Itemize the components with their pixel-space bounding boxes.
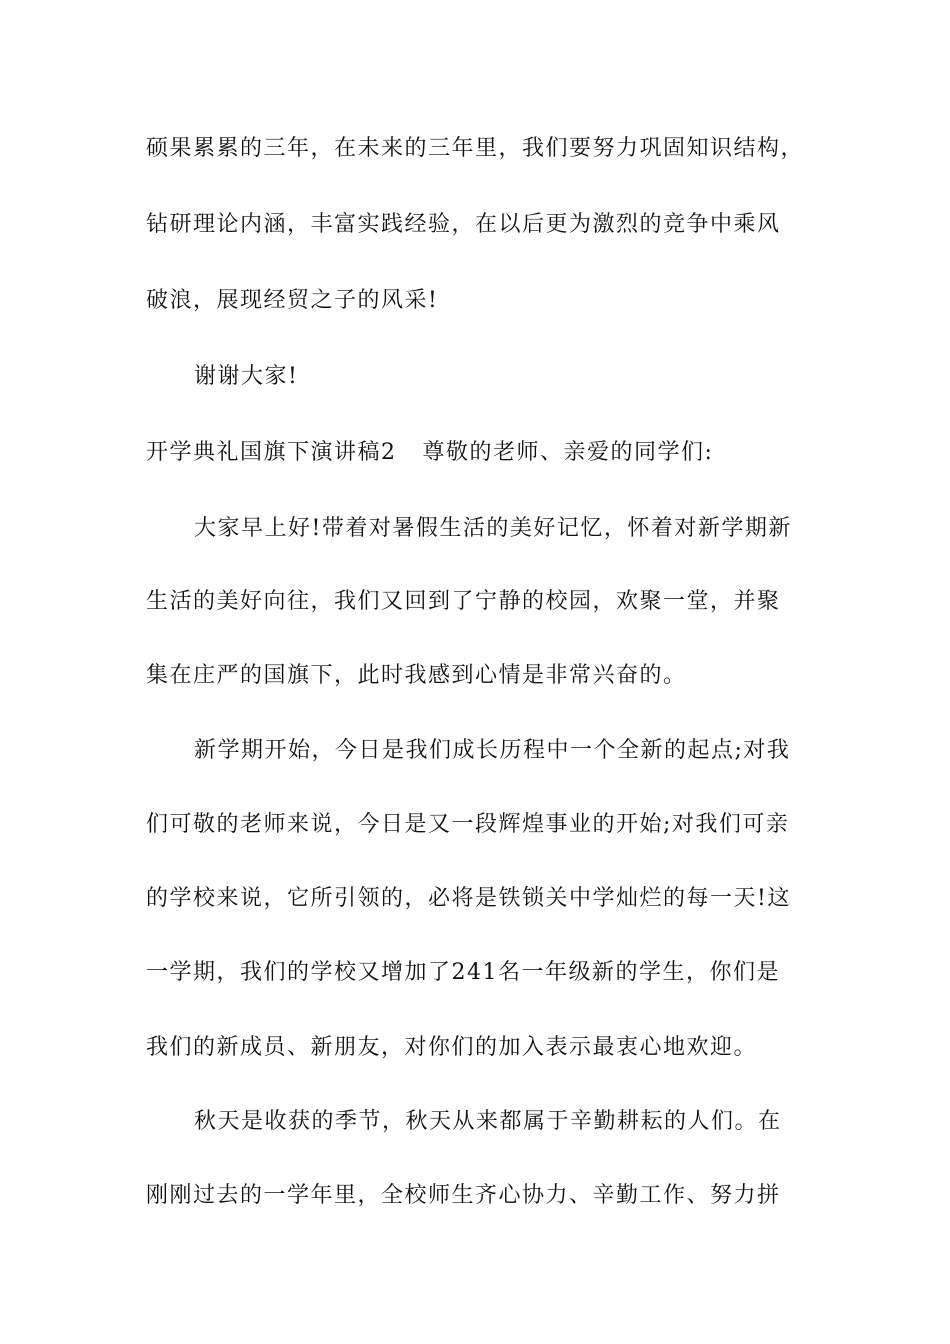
paragraph-line: 刚刚过去的一学年里，全校师生齐心协力、辛勤工作、努力拼	[146, 1183, 781, 1208]
text-line: 钻研理论内涵，丰富实践经验，在以后更为激烈的竞争中乘风	[146, 212, 781, 237]
paragraph-line: 们可敬的老师来说，今日是又一段辉煌事业的开始;对我们可亲	[146, 812, 790, 837]
paragraph-line: 新学期开始，今日是我们成长历程中一个全新的起点;对我	[194, 738, 791, 763]
section-title: 开学典礼国旗下演讲稿2	[146, 440, 397, 465]
paragraph-line: 生活的美好向往，我们又回到了宁静的校园，欢聚一堂，并聚	[146, 589, 781, 614]
paragraph-line: 的学校来说，它所引领的，必将是铁锁关中学灿烂的每一天!这	[146, 886, 791, 911]
paragraph-line: 秋天是收获的季节，秋天从来都属于辛勤耕耘的人们。在	[194, 1109, 782, 1134]
text-line: 破浪，展现经贸之子的风采!	[146, 288, 439, 313]
salutation: 尊敬的老师、亲爱的同学们:	[422, 440, 714, 465]
section-heading-row	[146, 438, 826, 468]
paragraph-line: 集在庄严的国旗下，此时我感到心情是非常兴奋的。	[146, 663, 687, 688]
text-line: 硕果累累的三年，在未来的三年里，我们要努力巩固知识结构，	[146, 136, 805, 161]
paragraph-line: 大家早上好!带着对暑假生活的美好记忆，怀着对新学期新	[194, 516, 792, 541]
paragraph-line: 一学期，我们的学校又增加了241名一年级新的学生，你们是	[146, 960, 780, 985]
thanks-line: 谢谢大家!	[194, 364, 299, 389]
paragraph-line: 我们的新成员、新朋友，对你们的加入表示最衷心地欢迎。	[146, 1035, 758, 1060]
